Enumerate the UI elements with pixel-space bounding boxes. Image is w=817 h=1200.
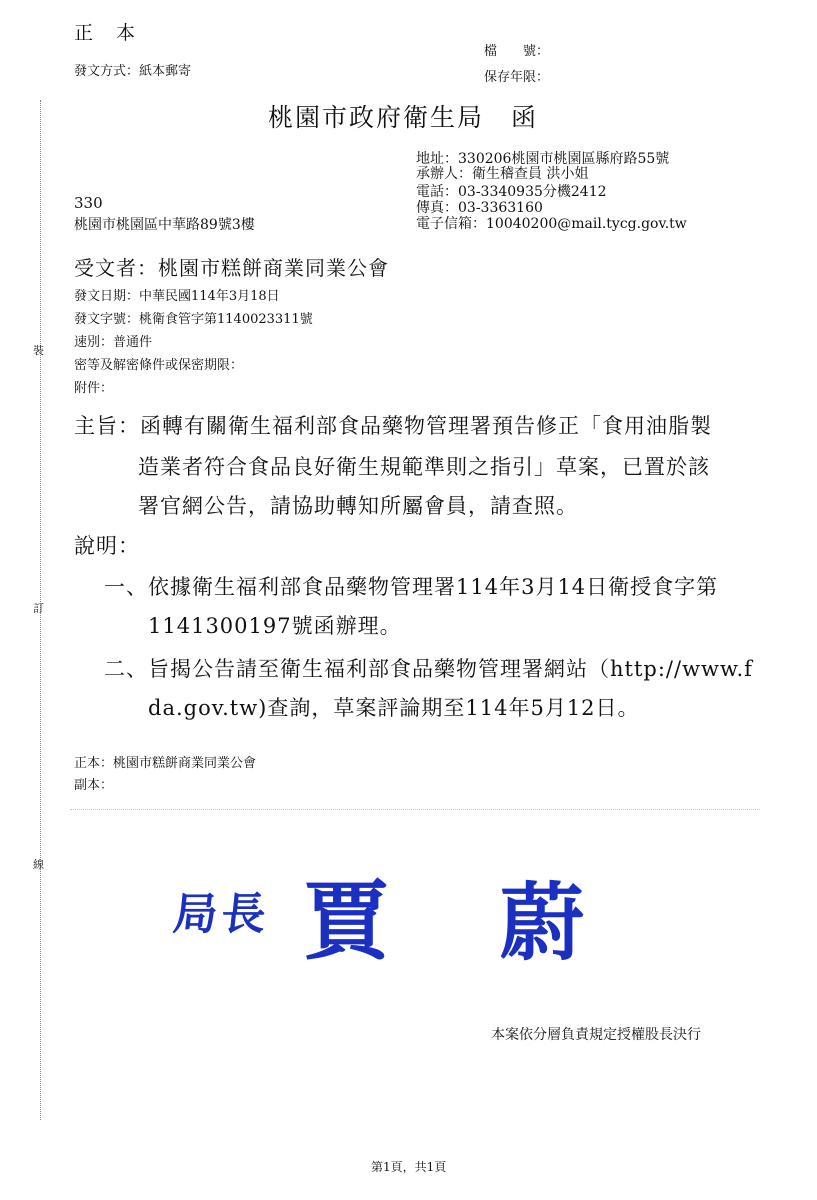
copy-recipient: 副本： — [74, 778, 114, 793]
document-number: 發文字號：桃衛食管字第1140023311號 — [74, 312, 313, 327]
binding-mark-ding: 訂 — [33, 602, 44, 615]
sender-fax: 傳真：03-3363160 — [416, 200, 543, 216]
explanation-item-2-line-2: da.gov.tw)查詢，草案評論期至114年5月12日。 — [148, 696, 640, 720]
signature-title: 局長 — [170, 889, 273, 940]
page-number: 第1頁，共1頁 — [371, 1160, 447, 1174]
security-classification: 密等及解密條件或保密期限： — [74, 358, 244, 373]
recipient: 受文者：桃園市糕餅商業同業公會 — [74, 256, 389, 280]
retention-period-label: 保存年限： — [484, 70, 550, 85]
subject-line-1: 主旨：函轉有關衛生福利部食品藥物管理署預告修正「食用油脂製 — [74, 414, 712, 438]
explanation-heading: 說明： — [74, 534, 140, 558]
delivery-speed: 速別：普通件 — [74, 335, 153, 350]
copy-type: 正 本 — [74, 22, 138, 44]
sender-email: 電子信箱：10040200@mail.tycg.gov.tw — [416, 216, 687, 232]
recipient-postal-code: 330 — [74, 194, 103, 212]
subject-line-3: 署官網公告，請協助轉知所屬會員，請查照。 — [138, 494, 578, 518]
sender-phone: 電話：03-3340935分機2412 — [416, 184, 607, 200]
sender-handler: 承辦人：衛生稽查員 洪小姐 — [416, 166, 589, 182]
explanation-item-1-line-2: 1141300197號函辦理。 — [148, 614, 402, 638]
signature-given-name: 蔚 — [500, 873, 585, 972]
dispatch-method: 發文方式：紙本郵寄 — [74, 64, 192, 79]
file-number-label: 檔 號： — [484, 44, 550, 59]
recipient-address: 桃園市桃園區中華路89號3樓 — [74, 217, 255, 233]
binding-mark-zhuang: 裝 — [33, 344, 44, 357]
explanation-item-1-line-1: 一、依據衛生福利部食品藥物管理署114年3月14日衛授食字第 — [104, 575, 719, 599]
signature-surname: 賈 — [303, 871, 389, 972]
original-recipient: 正本：桃園市糕餅商業同業公會 — [74, 756, 257, 771]
binding-mark-xian: 線 — [33, 858, 44, 871]
explanation-item-2-line-1: 二、旨揭公告請至衛生福利部食品藥物管理署網站（http://www.f — [104, 657, 753, 681]
authorization-note: 本案依分層負責規定授權股長決行 — [491, 1027, 701, 1043]
issue-date: 發文日期：中華民國114年3月18日 — [74, 289, 280, 304]
attachments: 附件： — [74, 381, 114, 396]
subject-line-2: 造業者符合食品良好衛生規範準則之指引」草案，已置於該 — [138, 455, 710, 479]
faint-separator — [70, 809, 760, 810]
sender-address: 地址：330206桃園市桃園區縣府路55號 — [416, 151, 670, 167]
document-title: 桃園市政府衛生局 函 — [268, 103, 539, 132]
